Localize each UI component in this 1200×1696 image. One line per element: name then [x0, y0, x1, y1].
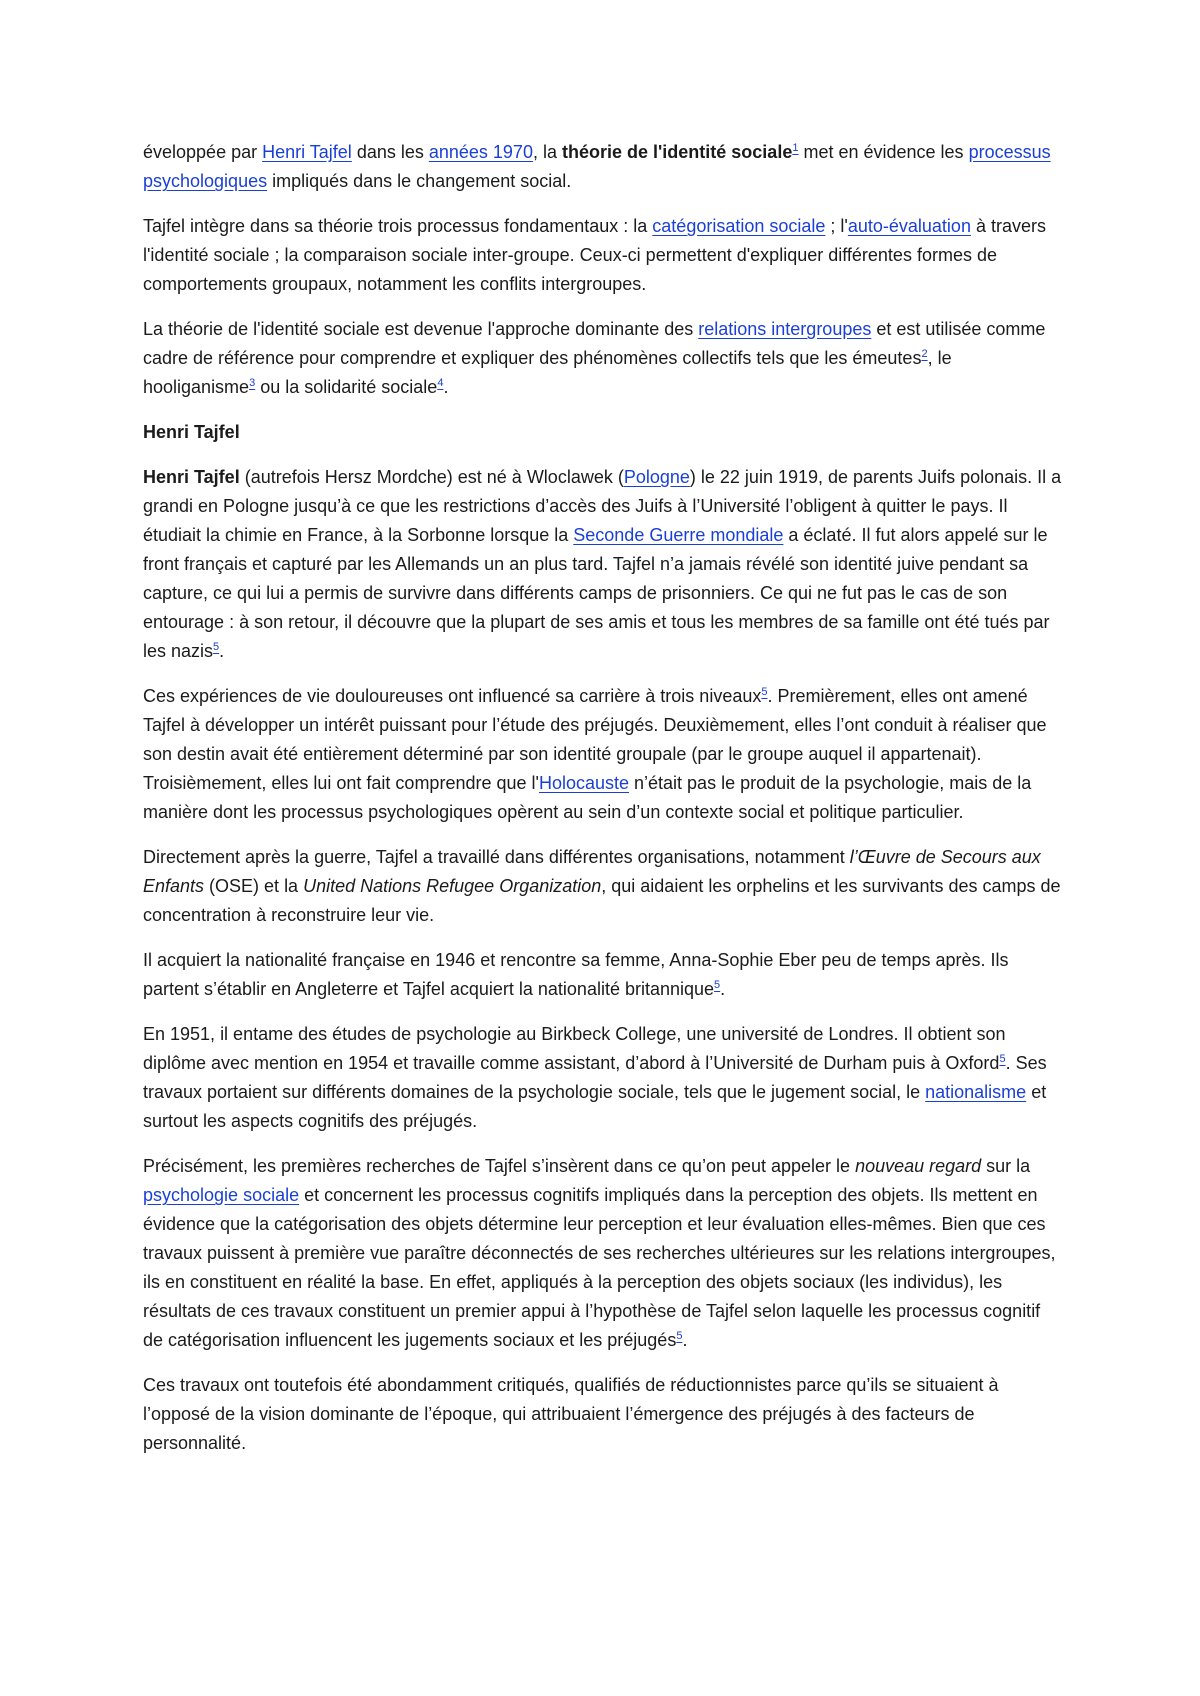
text-run: . [443, 377, 449, 397]
wiki-link[interactable]: années 1970 [428, 142, 533, 162]
text-run: La théorie de l'identité sociale est devenue l'approche dominante des [143, 319, 699, 339]
paragraph-criticism [143, 1371, 1065, 1458]
footnote-link[interactable]: 3 [249, 377, 256, 389]
text-run: . [219, 641, 225, 661]
text-run: à travers l'identité sociale ; la comparaison sociale inter-groupe. Ceux-ci permettent d'expliquer différentes formes de comportements groupaux, notamment les conflits intergroupes. [143, 216, 1046, 294]
wiki-link[interactable]: processus psychologiques [143, 142, 1051, 191]
text-run: Il acquiert la nationalité française en 1946 et rencontre sa femme, Anna-Sophie Eber peu de temps après. Ils partent s’établir en Angleterre et Tajfel acquiert la nationalité britannique [143, 950, 1009, 999]
text-run: Ces expériences de vie douloureuses ont influencé sa carrière à trois niveaux [143, 686, 762, 706]
footnote-link[interactable]: 5 [999, 1053, 1006, 1065]
italic-text: nouveau regard [855, 1156, 982, 1176]
paragraph-after-war [143, 843, 1065, 930]
wiki-link[interactable]: psychologie sociale [143, 1185, 300, 1205]
wiki-link[interactable]: Henri Tajfel [262, 142, 352, 162]
text-run: . Premièrement, elles ont amené Tajfel à développer un intérêt puissant pour l’étude des préjugés. Deuxièmement, elles l’ont conduit à réaliser que son destin avait été entièrement déterminé par son identité groupale (par le groupe auquel il appartenait). Troisièmement, elles lui ont fait comprendre que l' [143, 686, 1047, 793]
footnote-link[interactable]: 1 [792, 142, 799, 154]
text-run: dans les [351, 142, 429, 162]
footnote-link[interactable]: 5 [213, 641, 220, 653]
document-page [143, 138, 1065, 1474]
text-run: éveloppée par [143, 142, 263, 162]
text-run: , la [532, 142, 562, 162]
paragraph-nationality [143, 946, 1065, 1004]
paragraph-intro [143, 138, 1065, 196]
text-run: . [720, 979, 726, 999]
paragraph-studies [143, 1020, 1065, 1136]
text-run: Tajfel intègre dans sa théorie trois processus fondamentaux : la [143, 216, 653, 236]
wiki-link[interactable]: relations intergroupes [698, 319, 872, 339]
paragraph-bio [143, 463, 1065, 666]
footnote-link[interactable]: 4 [437, 377, 444, 389]
italic-text: l’Œuvre de Secours aux Enfants [143, 847, 1041, 896]
text-run: n’était pas le produit de la psychologie, mais de la manière dont les processus psychologiques opèrent au sein d’un contexte social et politique particulier. [143, 773, 1032, 822]
paragraph-processes [143, 212, 1065, 299]
text-run: . [682, 1330, 688, 1350]
text-run: En 1951, il entame des études de psychologie au Birkbeck College, une université de Londres. Il obtient son diplôme avec mention en 1954 et travaille comme assistant, d’abord à l’Université de Durham puis à Oxford [143, 1024, 1006, 1073]
footnote-link[interactable]: 2 [921, 348, 928, 360]
text-run: (OSE) et la [204, 876, 304, 896]
wiki-link[interactable]: Holocauste [538, 773, 630, 793]
footnote-link[interactable]: 5 [714, 979, 721, 991]
text-run: Précisément, les premières recherches de Tajfel s’insèrent dans ce qu’on peut appeler le [143, 1156, 856, 1176]
text-run: ; l' [825, 216, 848, 236]
text-run: sur la [981, 1156, 1031, 1176]
text-run: ) le 22 juin 1919, de parents Juifs polonais. Il a grandi en Pologne jusqu’à ce que les restrictions d’accès des Juifs à l’Université l’obligent à quitter le pays. Il étudiait la chimie en France, à la Sorbonne lorsque la [143, 467, 1062, 545]
text-run: , qui aidaient les orphelins et les survivants des camps de concentration à reconstruire leur vie. [143, 876, 1061, 925]
text-run: , le hooliganisme [143, 348, 952, 397]
section-heading [143, 418, 1065, 447]
wiki-link[interactable]: Pologne [623, 467, 690, 487]
wiki-link[interactable]: nationalisme [925, 1082, 1027, 1102]
paragraph-new-look [143, 1152, 1065, 1355]
text-run: et surtout les aspects cognitifs des préjugés. [143, 1082, 1047, 1131]
paragraph-dominant [143, 315, 1065, 402]
italic-text: United Nations Refugee Organization [303, 876, 602, 896]
text-run: ou la solidarité sociale [255, 377, 438, 397]
heading-text: Henri Tajfel [143, 422, 240, 442]
text-run: Directement après la guerre, Tajfel a travaillé dans différentes organisations, notamment [143, 847, 850, 867]
wiki-link[interactable]: Seconde Guerre mondiale [573, 525, 784, 545]
paragraph-experiences [143, 682, 1065, 827]
text-run: (autrefois Hersz Mordche) est né à Wloclawek ( [239, 467, 624, 487]
text-run: et est utilisée comme cadre de référence pour comprendre et expliquer des phénomènes collectifs tels que les émeutes [143, 319, 1046, 368]
bold-text: Henri Tajfel [143, 467, 240, 487]
footnote-link[interactable]: 5 [761, 686, 768, 698]
text-run: et concernent les processus cognitifs impliqués dans la perception des objets. Ils mettent en évidence que la catégorisation des objets détermine leur perception et leur évaluation elles-mêmes. Bien que ces travaux puissent à première vue paraître déconnectés de ses recherches ultérieures sur les relations intergroupes, ils en constituent en réalité la base. En effet, appliqués à la perception des objets sociaux (les individus), les résultats de ces travaux constituent un premier appui à l’hypothèse de Tajfel selon laquelle les processus cognitif de catégorisation influencent les jugements sociaux et les préjugés [143, 1185, 1056, 1350]
text-run: met en évidence les [798, 142, 969, 162]
footnote-link[interactable]: 5 [676, 1330, 683, 1342]
text-run: Ces travaux ont toutefois été abondamment critiqués, qualifiés de réductionnistes parce qu’ils se situaient à l’opposé de la vision dominante de l’époque, qui attribuaient l’émergence des préjugés à des facteurs de personnalité. [143, 1375, 999, 1453]
text-run: impliqués dans le changement social. [267, 171, 572, 191]
bold-text: théorie de l'identité sociale [561, 142, 793, 162]
text-run: . Ses travaux portaient sur différents domaines de la psychologie sociale, tels que le jugement social, le [143, 1053, 1047, 1102]
text-run: a éclaté. Il fut alors appelé sur le front français et capturé par les Allemands un an plus tard. Tajfel n’a jamais révélé son identité juive pendant sa capture, ce qui lui a permis de survivre dans différents camps de prisonniers. Ce qui ne fut pas le cas de son entourage : à son retour, il découvre que la plupart de ses amis et tous les membres de sa famille ont été tués par les nazis [143, 525, 1050, 661]
wiki-link[interactable]: auto-évaluation [847, 216, 971, 236]
wiki-link[interactable]: catégorisation sociale [652, 216, 826, 236]
